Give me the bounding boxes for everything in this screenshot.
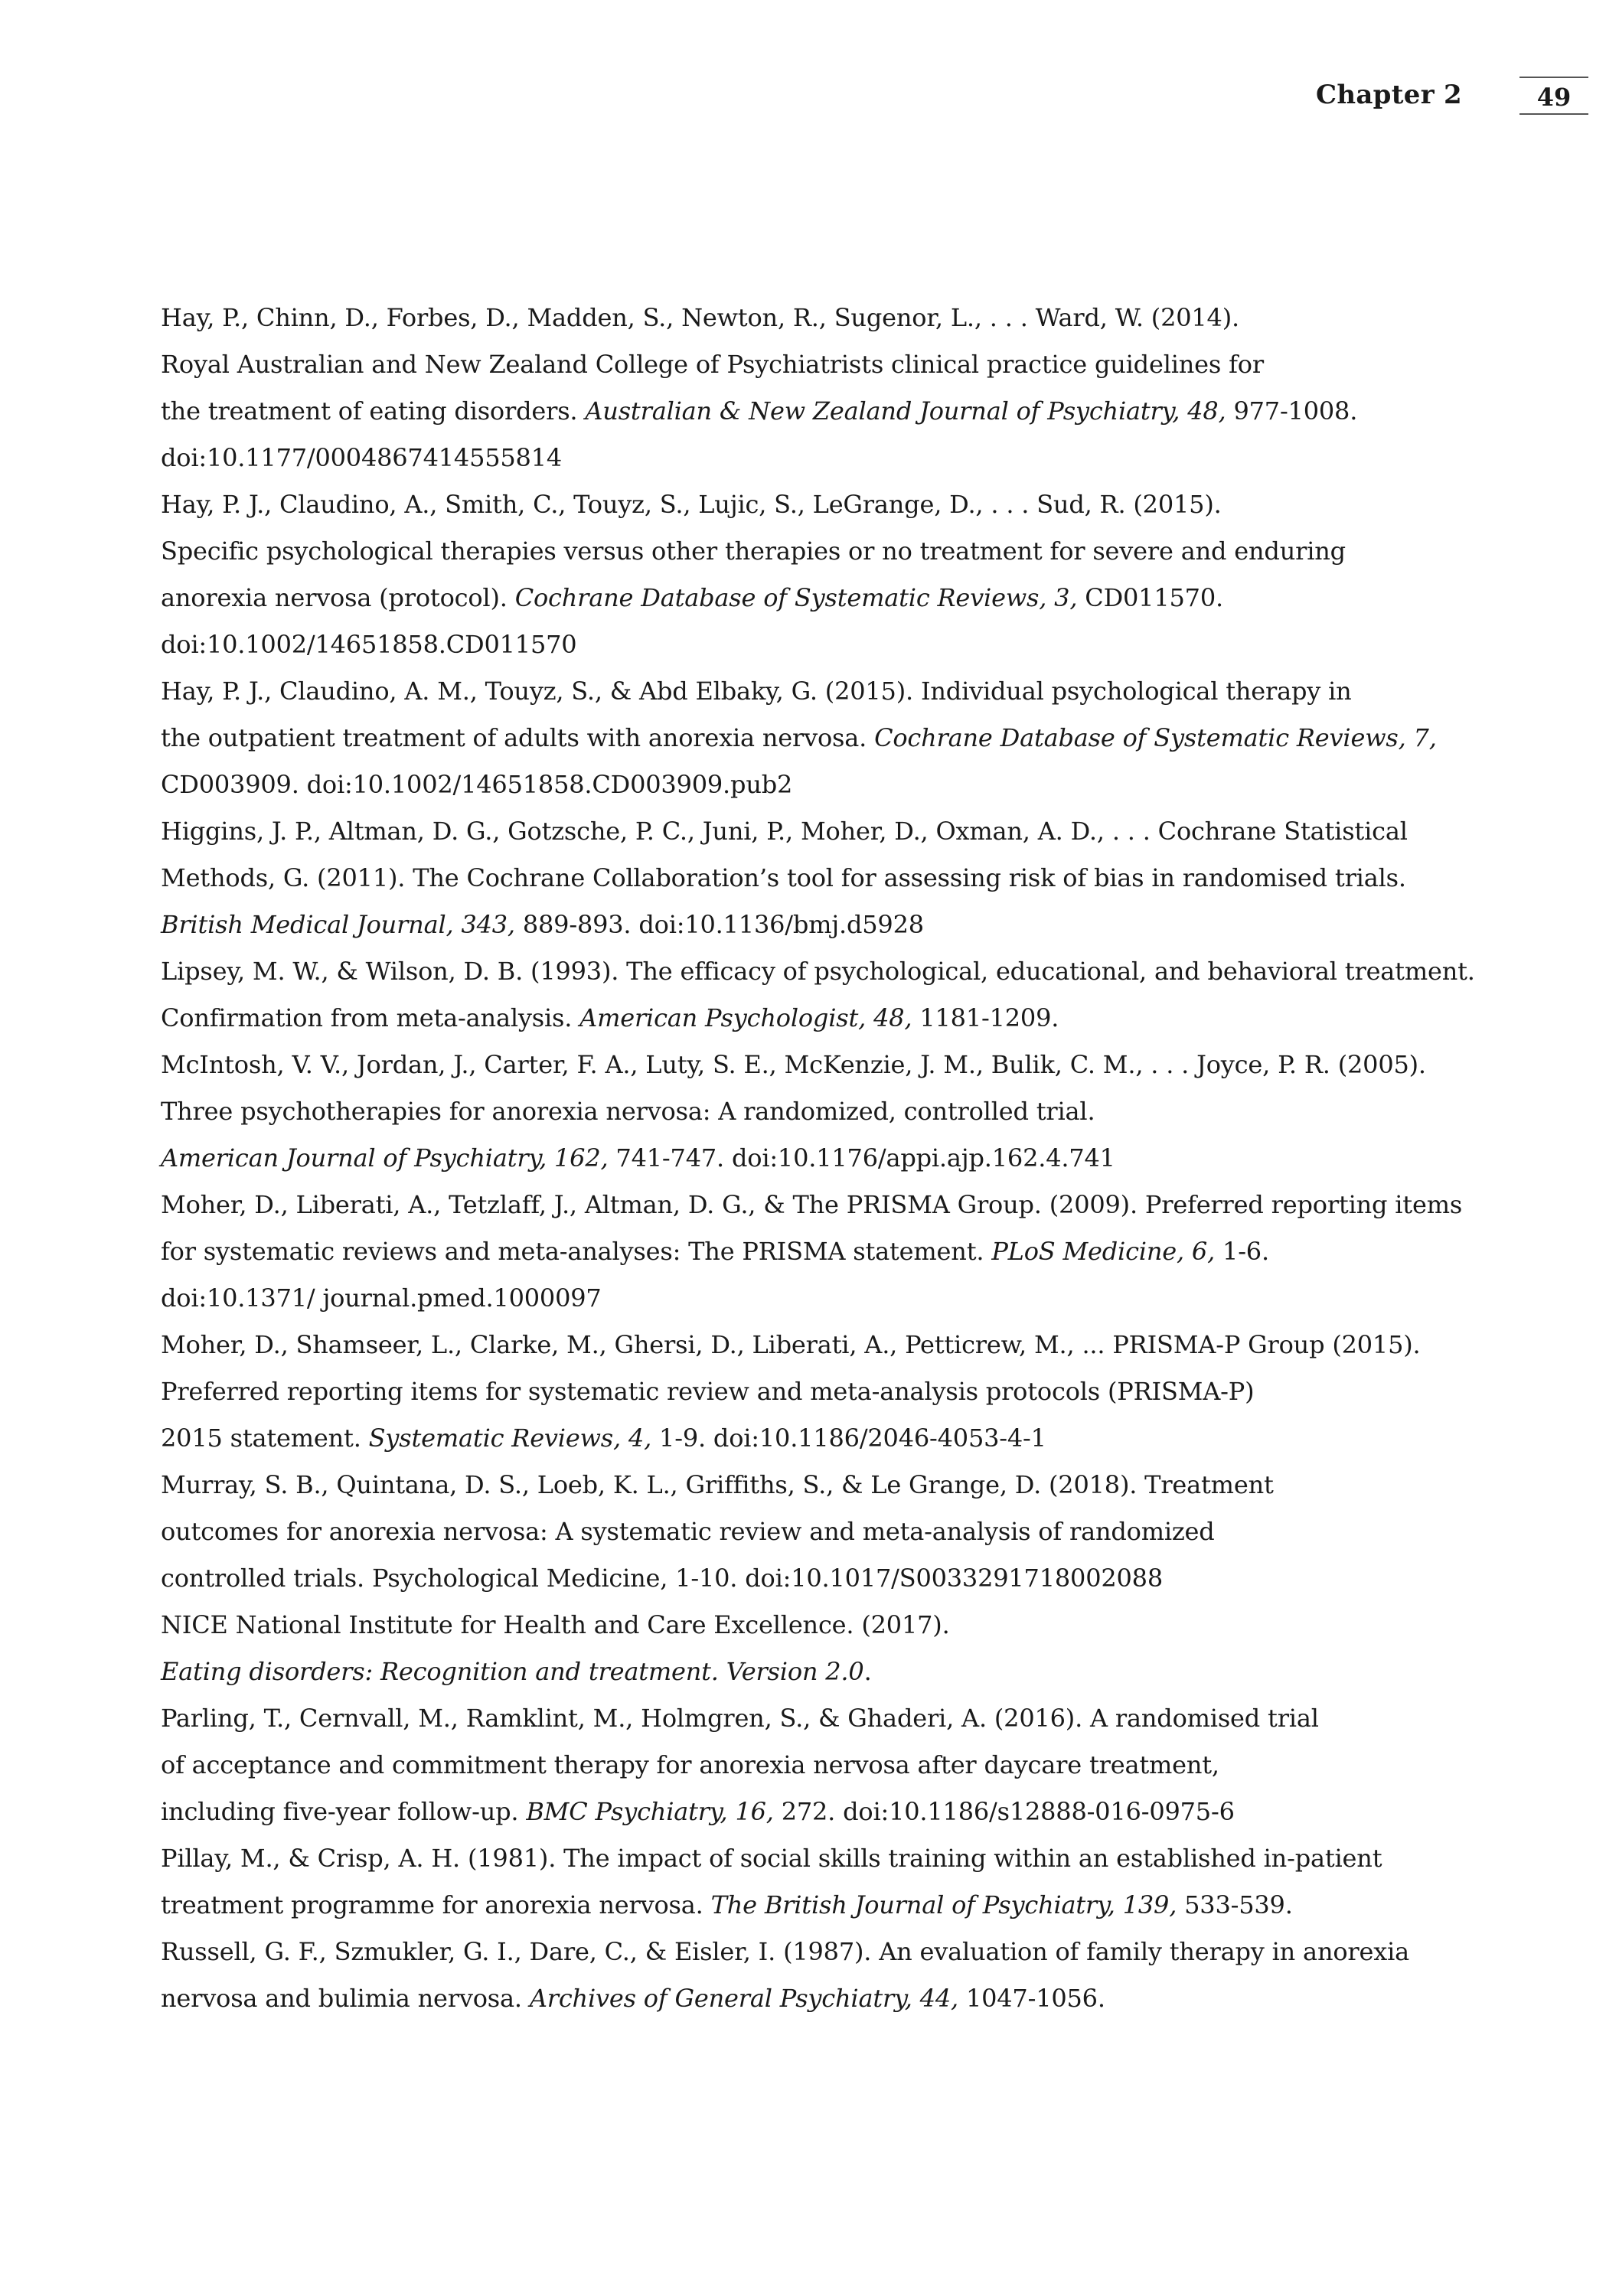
reference-source-title: Cochrane Database of Systematic Reviews, 3, [514, 583, 1078, 612]
reference-entry [161, 1042, 1477, 1182]
reference-text: treatment programme for anorexia nervosa. [161, 1890, 711, 1919]
chapter-label: Chapter 2 [1315, 80, 1462, 110]
reference-line [161, 1135, 1477, 1182]
reference-line [161, 1462, 1477, 1508]
page-number: 49 [1519, 77, 1588, 115]
reference-line [161, 1695, 1477, 1742]
reference-text: 1181-1209. [912, 1003, 1059, 1032]
page-header [0, 77, 1619, 122]
reference-text: Methods, G. (2011). The Cochrane Collaboration’s tool for assessing risk of bias in randomised trials. [161, 863, 1406, 892]
reference-text: 1-9. doi:10.1186/2046-4053-4-1 [651, 1424, 1046, 1453]
reference-text: 1-6. [1215, 1237, 1269, 1266]
reference-line [161, 621, 1477, 668]
reference-line [161, 715, 1477, 762]
reference-line [161, 855, 1477, 902]
reference-entry [161, 295, 1477, 481]
reference-text: doi:10.1177/0004867414555814 [161, 443, 563, 472]
reference-line [161, 1789, 1477, 1835]
reference-line [161, 808, 1477, 855]
reference-line [161, 1415, 1477, 1462]
reference-text: Hay, P. J., Claudino, A., Smith, C., Touyz, S., Lujic, S., LeGrange, D., . . . Sud, R. (2015). [161, 490, 1222, 519]
reference-text: Pillay, M., & Crisp, A. H. (1981). The impact of social skills training within an established in-patient [161, 1844, 1382, 1873]
reference-text: NICE National Institute for Health and Care Excellence. (2017). [161, 1610, 950, 1639]
reference-source-title: BMC Psychiatry, 16, [526, 1797, 774, 1826]
reference-line [161, 1602, 1477, 1649]
reference-text: Specific psychological therapies versus other therapies or no treatment for severe and enduring [161, 536, 1346, 566]
reference-text: McIntosh, V. V., Jordan, J., Carter, F. A., Luty, S. E., McKenzie, J. M., Bulik, C. M., . . . Joyce, P. R. (2005). [161, 1050, 1426, 1079]
reference-line [161, 902, 1477, 948]
reference-line [161, 1322, 1477, 1368]
reference-text: Parling, T., Cernvall, M., Ramklint, M., Holmgren, S., & Ghaderi, A. (2016). A randomised trial [161, 1704, 1319, 1733]
reference-text: Russell, G. F., Szmukler, G. I., Dare, C., & Eisler, I. (1987). An evaluation of family therapy in anorexia [161, 1937, 1410, 1966]
reference-text: Confirmation from meta-analysis. [161, 1003, 580, 1032]
reference-text: Three psychotherapies for anorexia nervosa: A randomized, controlled trial. [161, 1097, 1095, 1126]
reference-text: Moher, D., Liberati, A., Tetzlaff, J., Altman, D. G., & The PRISMA Group. (2009). Preferred reporting items [161, 1190, 1463, 1219]
reference-line [161, 1975, 1477, 2022]
reference-line [161, 341, 1477, 388]
reference-text: . [863, 1657, 872, 1686]
reference-entry [161, 808, 1477, 948]
reference-line [161, 528, 1477, 575]
reference-line [161, 1649, 1477, 1695]
reference-text: doi:10.1371/ journal.pmed.1000097 [161, 1283, 602, 1313]
reference-text: 533-539. [1177, 1890, 1293, 1919]
reference-line [161, 995, 1477, 1042]
reference-text: 272. doi:10.1186/s12888-016-0975-6 [773, 1797, 1235, 1826]
reference-text: 741-747. doi:10.1176/appi.ajp.162.4.741 [608, 1143, 1115, 1172]
reference-line [161, 481, 1477, 528]
reference-line [161, 1228, 1477, 1275]
reference-text: Preferred reporting items for systematic review and meta-analysis protocols (PRISMA-P) [161, 1377, 1255, 1406]
reference-text: CD011570. [1077, 583, 1223, 612]
reference-text: 2015 statement. [161, 1424, 369, 1453]
reference-text: the outpatient treatment of adults with anorexia nervosa. [161, 723, 875, 752]
reference-line [161, 388, 1477, 435]
reference-text: 1047-1056. [958, 1984, 1105, 2013]
reference-line [161, 1508, 1477, 1555]
reference-text: nervosa and bulimia nervosa. [161, 1984, 530, 2013]
reference-line [161, 668, 1477, 715]
reference-line [161, 575, 1477, 621]
reference-text: of acceptance and commitment therapy for anorexia nervosa after daycare treatment, [161, 1750, 1219, 1779]
reference-text: CD003909. doi:10.1002/14651858.CD003909.pub2 [161, 770, 793, 799]
reference-line [161, 1275, 1477, 1322]
reference-source-title: Australian & New Zealand Journal of Psychiatry, 48, [585, 396, 1226, 426]
reference-entry [161, 1602, 1477, 1695]
reference-source-title: PLoS Medicine, 6, [991, 1237, 1216, 1266]
reference-line [161, 948, 1477, 995]
reference-source-title: British Medical Journal, 343, [161, 910, 515, 939]
reference-line [161, 1182, 1477, 1228]
reference-entry [161, 481, 1477, 668]
reference-line [161, 1882, 1477, 1929]
reference-line [161, 295, 1477, 341]
reference-text: Higgins, J. P., Altman, D. G., Gotzsche, P. C., Juni, P., Moher, D., Oxman, A. D., . . . Cochrane Statistical [161, 817, 1408, 846]
reference-entry [161, 1929, 1477, 2022]
reference-list [161, 295, 1477, 2022]
reference-entry [161, 1182, 1477, 1322]
reference-line [161, 1929, 1477, 1975]
reference-entry [161, 1695, 1477, 1835]
reference-line [161, 435, 1477, 481]
reference-text: doi:10.1002/14651858.CD011570 [161, 630, 577, 659]
reference-text: Hay, P., Chinn, D., Forbes, D., Madden, S., Newton, R., Sugenor, L., . . . Ward, W. (2014). [161, 303, 1239, 332]
reference-text: including five-year follow-up. [161, 1797, 527, 1826]
reference-entry [161, 948, 1477, 1042]
reference-text: 977-1008. [1226, 396, 1358, 426]
reference-text: controlled trials. Psychological Medicine, 1-10. doi:10.1017/S0033291718002088 [161, 1564, 1163, 1593]
reference-text: Moher, D., Shamseer, L., Clarke, M., Ghersi, D., Liberati, A., Petticrew, M., ... PRISMA-P Group (2015). [161, 1330, 1421, 1359]
reference-source-title: American Psychologist, 48, [579, 1003, 912, 1032]
reference-text: for systematic reviews and meta-analyses: The PRISMA statement. [161, 1237, 992, 1266]
reference-entry [161, 668, 1477, 808]
reference-text: Hay, P. J., Claudino, A. M., Touyz, S., & Abd Elbaky, G. (2015). Individual psychological therapy in [161, 677, 1352, 706]
reference-line [161, 762, 1477, 808]
reference-line [161, 1088, 1477, 1135]
reference-source-title: Systematic Reviews, 4, [368, 1424, 652, 1453]
reference-line [161, 1368, 1477, 1415]
reference-text: anorexia nervosa (protocol). [161, 583, 515, 612]
reference-line [161, 1042, 1477, 1088]
reference-text: Royal Australian and New Zealand College of Psychiatrists clinical practice guidelines for [161, 350, 1264, 379]
reference-source-title: The British Journal of Psychiatry, 139, [710, 1890, 1177, 1919]
reference-entry [161, 1835, 1477, 1929]
reference-text: 889-893. doi:10.1136/bmj.d5928 [514, 910, 924, 939]
reference-source-title: Cochrane Database of Systematic Reviews, 7, [874, 723, 1437, 752]
reference-line [161, 1835, 1477, 1882]
reference-text: outcomes for anorexia nervosa: A systematic review and meta-analysis of randomized [161, 1517, 1215, 1546]
reference-entry [161, 1462, 1477, 1602]
reference-source-title: Archives of General Psychiatry, 44, [529, 1984, 958, 2013]
reference-text: Murray, S. B., Quintana, D. S., Loeb, K. L., Griffiths, S., & Le Grange, D. (2018). Treatment [161, 1470, 1274, 1499]
reference-line [161, 1742, 1477, 1789]
reference-source-title: American Journal of Psychiatry, 162, [161, 1143, 609, 1172]
reference-line [161, 1555, 1477, 1602]
reference-text: the treatment of eating disorders. [161, 396, 586, 426]
reference-entry [161, 1322, 1477, 1462]
reference-source-title: Eating disorders: Recognition and treatment. Version 2.0 [161, 1657, 864, 1686]
reference-text: Lipsey, M. W., & Wilson, D. B. (1993). The efficacy of psychological, educational, and behavioral treatment. [161, 957, 1475, 986]
